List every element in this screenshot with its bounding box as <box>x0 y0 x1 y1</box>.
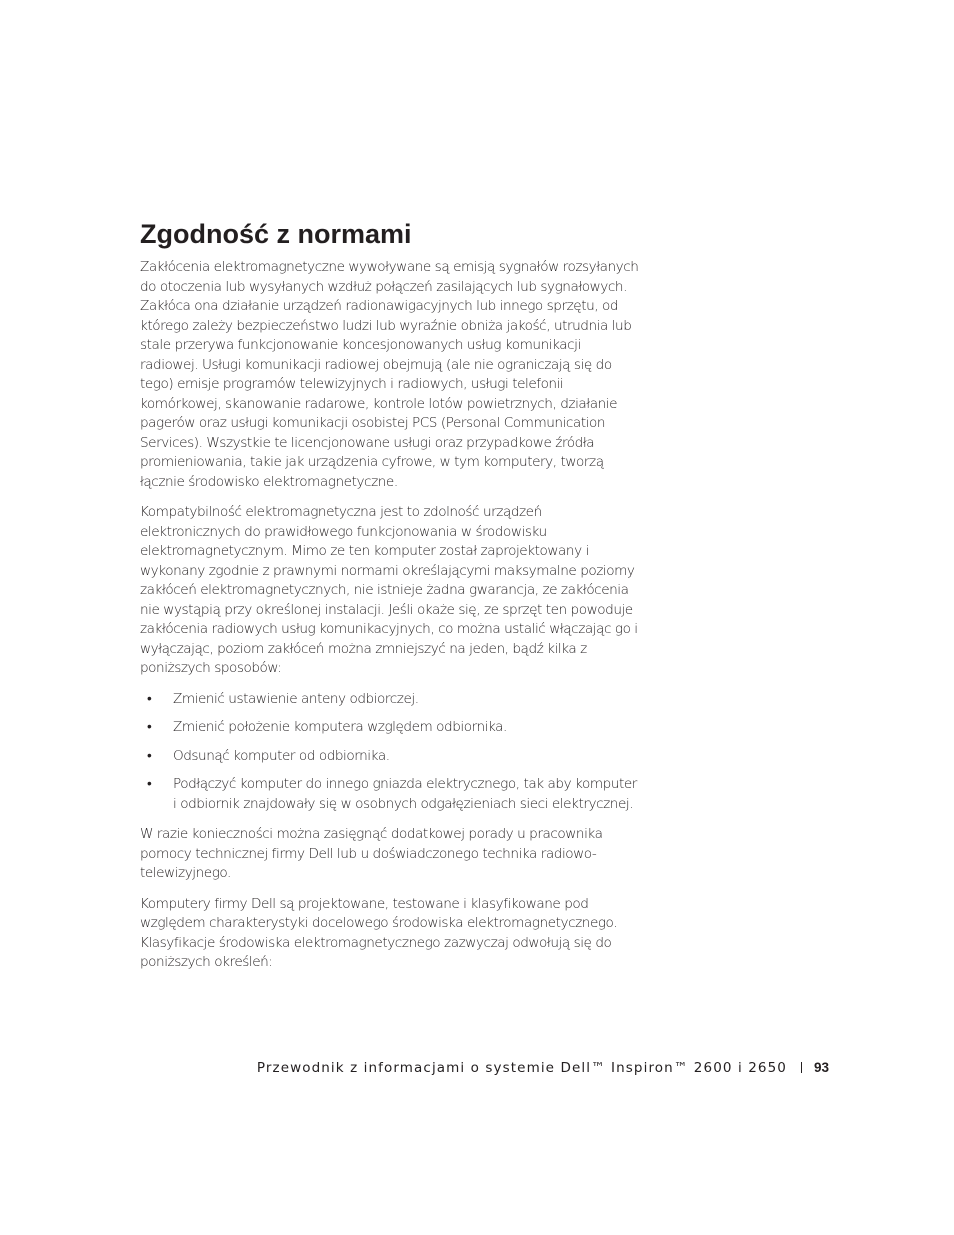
page-footer <box>0 1060 829 1076</box>
bullet-icon: • <box>147 719 152 735</box>
paragraph-emc-definition: Kompatybilność elektromagnetyczna jest to zdolność urządzeń elektronicznych do prawidłowego funkcjonowania w środowisku elektromagnetycznym. Mimo ze ten komputer został zaprojektowany i wykonany zgodnie z prawnymi normami określającymi maksymalne poziomy zakłóceń elektromagnetycznych, nie istnieje żadna gwarancja, ze zakłócenia nie wystąpią przy określonej instalacji. Jeśli okaże się, ze sprzęt ten powoduje zakłócenia radiowych usług komunikacyjnych, co można ustalić włączając go i wyłączając, poziom zakłóceń można zmniejszyć na jeden, bądź kilka z poniższych sposobów: <box>140 504 638 676</box>
bullet-icon: • <box>147 690 152 707</box>
list-item-text: Podłączyć komputer do innego gniazda elektrycznego, tak aby komputer i odbiornik znajdowały się w osobnych odgałęzieniach sieci elektrycznej. <box>173 776 637 812</box>
page-number: 93 <box>813 1060 829 1075</box>
remedy-list <box>140 690 640 815</box>
page-content <box>140 217 640 984</box>
paragraph-classification: Komputery firmy Dell są projektowane, testowane i klasyfikowane pod względem charakterystyki docelowego środowiska elektromagnetycznego. Klasyfikacje środowiska elektromagnetycznego zazwyczaj odwołują się do poniższych określeń: <box>140 895 618 970</box>
list-item-text: Zmienić położenie komputera względem odbiornika. <box>173 719 507 735</box>
bullet-icon: • <box>147 776 152 792</box>
bullet-icon: • <box>147 747 152 764</box>
list-item <box>140 690 640 710</box>
paragraph-emi-definition: Zakłócenia elektromagnetyczne wywoływane są emisją sygnałów rozsyłanych do otoczenia lub wysyłanych wzdłuż połączeń zasilających lub sygnałowych. Zakłóca ona działanie urządzeń radionawigacyjnych lub innego sprzętu, od którego zależy bezpieczeństwo ludzi lub wyraźnie obniża jakość, utrudnia lub stale przerywa funkcjonowanie koncesjonowanych usług komunikacji radiowej. Usługi komunikacji radiowej obejmują (ale nie ograniczają się do tego) emisje programów telewizyjnych i radiowych, usługi telefonii komórkowej, skanowanie radarowe, kontrole lotów powietrznych, działanie pagerów oraz usługi komunikacji osobistej PCS (Personal Communication Services). Wszystkie te licencjonowane usługi oraz przypadkowe źródła promieniowania, takie jak urządzenia cyfrowe, w tym komputery, tworzą łącznie środowisko elektromagnetyczne. <box>140 259 639 490</box>
footer-divider <box>801 1062 802 1073</box>
list-item-text: Zmienić ustawienie anteny odbiorczej. <box>173 690 419 707</box>
list-item-text: Odsunąć komputer od odbiornika. <box>173 747 390 764</box>
paragraph-support-advice: W razie konieczności można zasięgnąć dodatkowej porady u pracownika pomocy technicznej firmy Dell lub u doświadczonego technika radiowo-telewizyjnego. <box>140 826 603 881</box>
list-item <box>140 747 640 767</box>
footer-title: Przewodnik z informacjami o systemie Dell™ Inspiron™ 2600 i 2650 <box>256 1060 787 1076</box>
list-item <box>140 775 640 814</box>
list-item <box>140 718 640 738</box>
page-title: Zgodność z normami <box>140 219 412 249</box>
